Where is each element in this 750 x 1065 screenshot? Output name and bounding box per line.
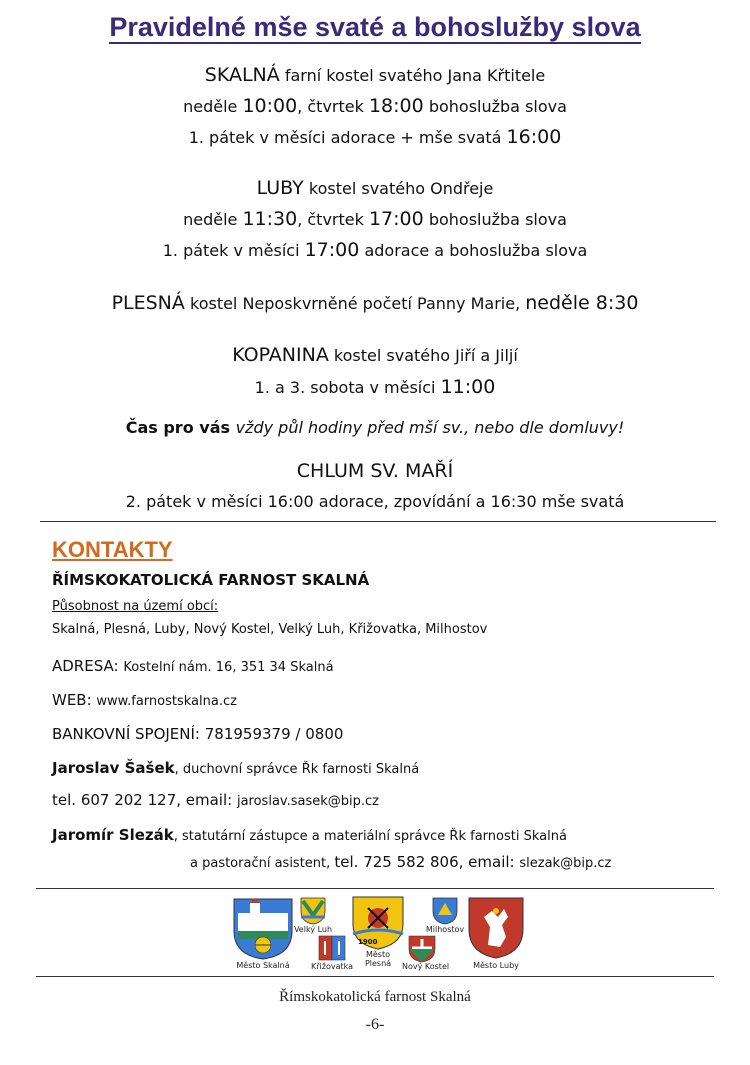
luby-header: LUBY kostel svatého Ondřeje (256, 177, 494, 199)
novy-kostel-crest-label: Nový Kostel (402, 962, 450, 971)
person2-contact: a pastorační asistent, tel. 725 582 806, email: slezak@bip.cz (190, 853, 612, 871)
luby-crest-label: Město Luby (473, 961, 519, 970)
chlum-place: CHLUM SV. MAŘÍ (296, 460, 454, 482)
person1-contact: tel. 607 202 127, email: jaroslav.sasek@bip.cz (52, 791, 379, 809)
cas-pro-vas: Čas pro vás vždy půl hodiny před mší sv., nebo dle domluvy! (125, 418, 625, 437)
skalna-friday: 1. pátek v měsíci adorace + mše svatá 16:00 (188, 126, 562, 148)
page-number: -6- (365, 1016, 385, 1033)
plesna-line: PLESNÁ kostel Neposkvrněné početí Panny Marie, neděle 8:30 (111, 292, 639, 314)
kopanina-place: KOPANINA (232, 344, 329, 366)
person2-name: Jaromír Slezák (52, 826, 174, 844)
scope-label: Působnost na území obcí: (52, 599, 219, 614)
contacts-heading: KONTAKTY (52, 537, 173, 562)
luby-schedule: neděle 11:30, čtvrtek 17:00 bohoslužba slova (183, 208, 567, 230)
skalna-schedule: neděle 10:00, čtvrtek 18:00 bohoslužba slova (183, 95, 567, 117)
scope-list: Skalná, Plesná, Luby, Nový Kostel, Velký Luh, Křižovatka, Milhostov (52, 622, 488, 637)
skalna-crest-icon (232, 897, 294, 961)
plesna-place: PLESNÁ (111, 292, 185, 314)
skalna-place: SKALNÁ (204, 64, 280, 86)
kopanina-schedule: 1. a 3. sobota v měsíci 11:00 (254, 376, 496, 398)
parish-name: ŘÍMSKOKATOLICKÁ FARNOST SKALNÁ (52, 571, 370, 589)
bank-line: BANKOVNÍ SPOJENÍ: 781959379 / 0800 (52, 725, 344, 743)
web-link[interactable]: www.farnostskalna.cz (96, 694, 237, 709)
web-line: WEB: www.farnostskalna.cz (52, 691, 237, 709)
person1-email[interactable]: jaroslav.sasek@bip.cz (236, 794, 379, 809)
divider-crests-top (36, 888, 714, 889)
page-title: Pravidelné mše svaté a bohoslužby slova (109, 12, 641, 42)
footer-org: Římskokatolická farnost Skalná (279, 989, 471, 1005)
person1-line: Jaroslav Šašek, duchovní správce Řk farnosti Skalná (52, 759, 420, 777)
divider-crests-bottom (36, 976, 714, 977)
krizovatka-crest-icon (318, 935, 346, 963)
milhostov-crest-icon (432, 897, 458, 925)
chlum-schedule: 2. pátek v měsíci 16:00 adorace, zpovídání a 16:30 mše svatá (125, 492, 625, 511)
novy-kostel-crest-icon (408, 935, 436, 963)
luby-place: LUBY (256, 177, 304, 199)
kopanina-header: KOPANINA kostel svatého Jiří a Jiljí (232, 344, 518, 366)
plesna-crest-label: Město Plesná (364, 950, 392, 968)
milhostov-crest-label: Milhostov (425, 925, 465, 934)
address-line: ADRESA: Kostelní nám. 16, 351 34 Skalná (52, 657, 334, 675)
skalna-crest-label: Město Skalná (236, 961, 290, 970)
skalna-church: farní kostel svatého Jana Křtitele (279, 66, 546, 85)
luby-crest-icon (468, 897, 524, 959)
plesna-crest-year: 1900 (358, 938, 378, 946)
krizovatka-crest-label: Křižovatka (310, 962, 354, 971)
chlum-header (0, 460, 750, 482)
person2-line: Jaromír Slezák, statutární zástupce a materiální správce Řk farnosti Skalná (52, 826, 567, 844)
velky-luh-crest-icon (300, 897, 326, 925)
person2-email[interactable]: slezak@bip.cz (519, 856, 612, 871)
plesna-crest-icon (352, 896, 404, 950)
velky-luh-crest-label: Velký Luh (293, 925, 333, 934)
person1-name: Jaroslav Šašek (52, 759, 175, 777)
skalna-header (0, 64, 750, 86)
divider-top (40, 521, 716, 522)
luby-friday: 1. pátek v měsíci 17:00 adorace a bohoslužba slova (162, 239, 588, 261)
